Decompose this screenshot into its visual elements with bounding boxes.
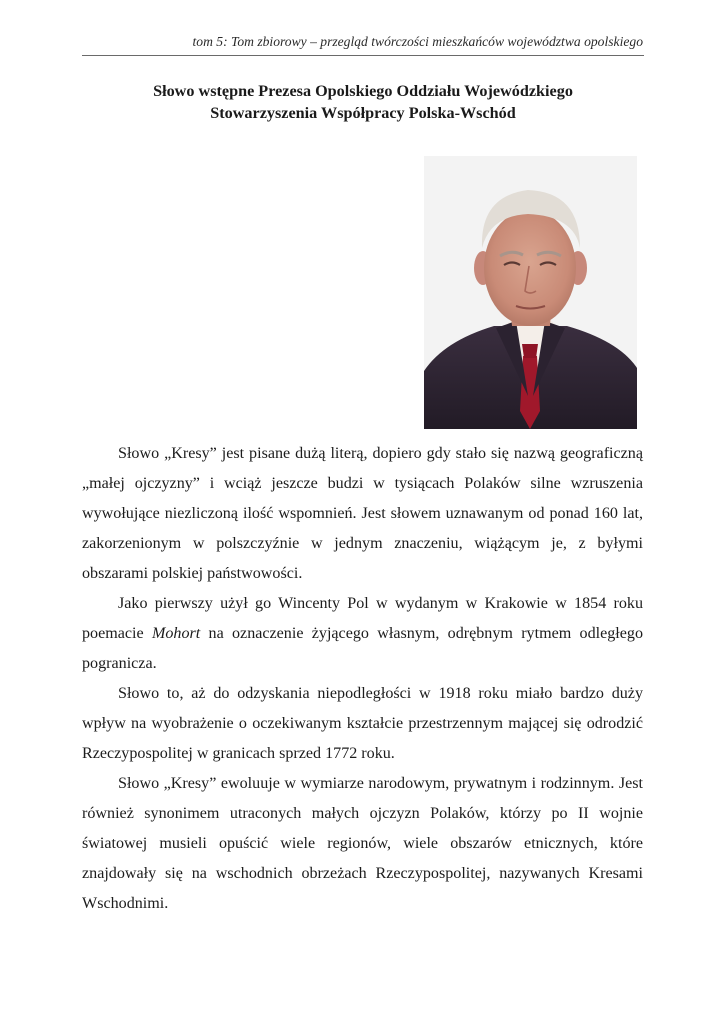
title-line-2: Stowarzyszenia Współpracy Polska-Wschód	[210, 104, 516, 122]
paragraph-4: Słowo „Kresy” ewoluuje w wymiarze narodowym, prywatnym i rodzinnym. Jest również synonimem utraconych małych ojczyzn Polaków, którzy po II wojnie światowej musieli opuścić wiele regionów, wiele obszarów etnicznych, które znajdowały się na wschodnich obrzeżach Rzeczypospolitej, nazywanych Kresami Wschodnimi.	[82, 775, 643, 912]
portrait-photo	[424, 156, 637, 429]
paragraph-3: Słowo to, aż do odzyskania niepodległości w 1918 roku miało bardzo duży wpływ na wyobrażenie o oczekiwanym kształcie przestrzennym mającej się odrodzić Rzeczypospolitej w granicach sprzed 1772 roku.	[82, 685, 643, 762]
paragraph-2-text-before: Jako pierwszy użył go Wincenty Pol w wydanym w Krakowie w 1854 roku poemacie	[82, 595, 643, 642]
paragraph-1: Słowo „Kresy” jest pisane dużą literą, dopiero gdy stało się nazwą geograficzną „małej ojczyzny” i wciąż jeszcze budzi w tysiącach Polaków silne wzruszenia wywołujące niezliczoną ilość wspomnień. Jest słowem uznawanym od ponad 160 lat, zakorzenionym w polszczyźnie w jednym znaczeniu, wiążącym je, z byłymi obszarami polskiej państwowości.	[82, 445, 643, 582]
poem-title-mohort: Mohort	[151, 625, 201, 642]
paragraph-2-text-after: na oznaczenie żyjącego własnym, odrębnym rytmem odległego pogranicza.	[82, 625, 644, 672]
page-title	[82, 80, 644, 124]
body-text	[82, 439, 643, 919]
title-line-1: Słowo wstępne Prezesa Opolskiego Oddziału Wojewódzkiego	[153, 82, 573, 100]
header-rule	[82, 55, 644, 56]
running-header: tom 5: Tom zbiorowy – przegląd twórczości mieszkańców województwa opolskiego	[192, 34, 643, 49]
paragraph-2	[82, 589, 643, 679]
